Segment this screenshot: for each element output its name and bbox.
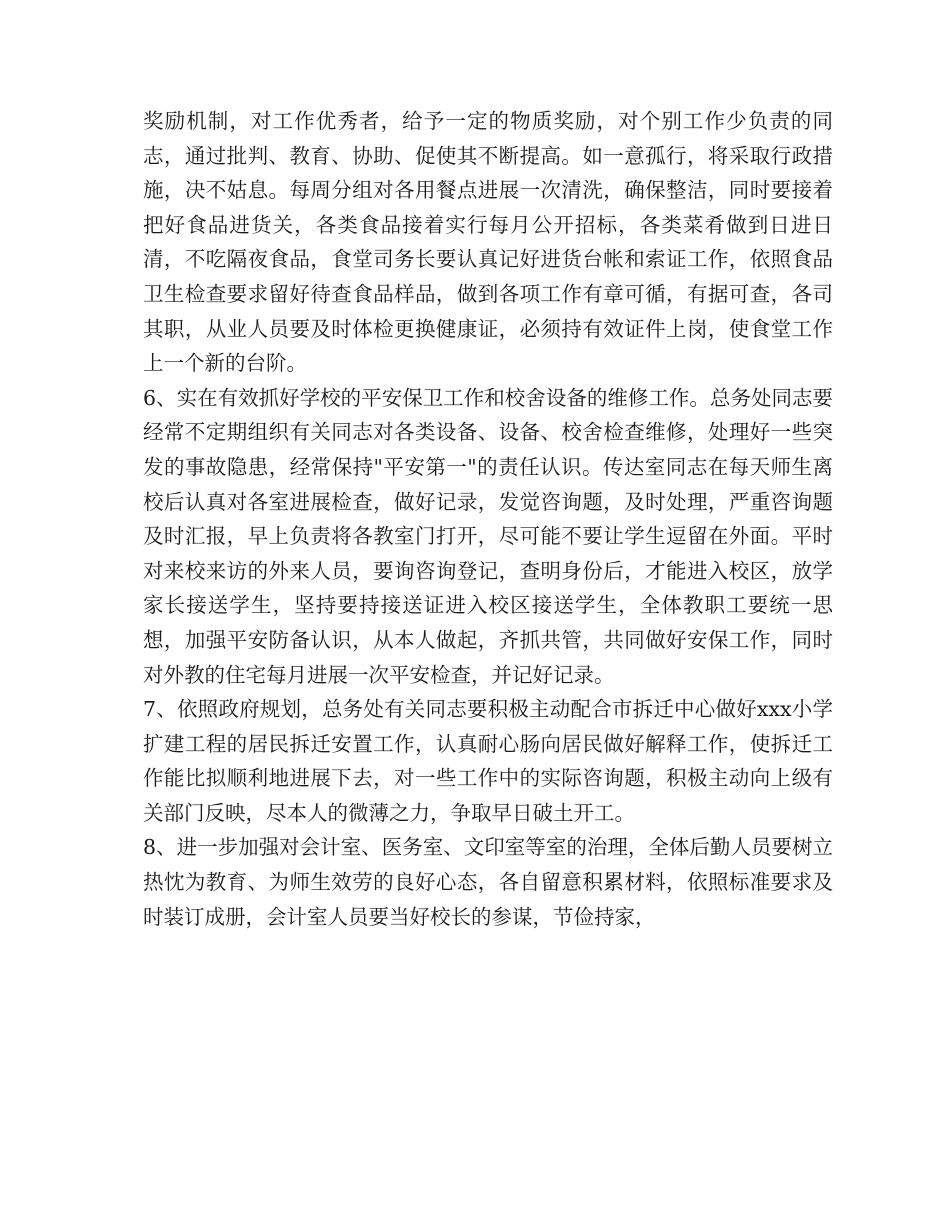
paragraph-item-6-safety: 6、实在有效抓好学校的平安保卫工作和校舍设备的维修工作。总务处同志要经常不定期组织有关同志对各类设备、设备、校舍检查维修，处理好一些突发的事故隐患，经常保持"平安第一"的责任认识。传达室同志在每天师生离校后认真对各室进展检查，做好记录，发觉咨询题，及时处理，严重咨询题及时汇报，早上负责将各教室门打开，尽可能不要让学生逗留在外面。平时对来校来访的外来人员，要询咨询登记，查明身份后，才能进入校区，放学家长接送学生，坚持要持接送证进入校区接送学生，全体教职工要统一思想，加强平安防备认识，从本人做起，齐抓共管，共同做好安保工作，同时对外教的住宅每月进展一次平安检查，并记好记录。 <box>143 385 833 687</box>
paragraph-item-7-relocation: 7、依照政府规划，总务处有关同志要积极主动配合市拆迁中心做好xxx小学扩建工程的居民拆迁安置工作，认真耐心肠向居民做好解释工作，使拆迁工作能比拟顺利地进展下去，对一些工作中的实际咨询题，积极主动向上级有关部门反映，尽本人的微薄之力，争取早日破土开工。 <box>143 697 833 825</box>
paragraph-reward-mechanism: 奖励机制，对工作优秀者，给予一定的物质奖励，对个别工作少负责的同志，通过批判、教育、协助、促使其不断提高。如一意孤行，将采取行政措施，决不姑息。每周分组对各用餐点进展一次清洗，确保整洁，同时要接着把好食品进货关，各类食品接着实行每月公开招标，各类菜肴做到日进日清，不吃隔夜食品，食堂司务长要认真记好进货台帐和索证工作，依照食品卫生检查要求留好待查食品样品，做到各项工作有章可循，有据可查，各司其职，从业人员要及时体检更换健康证，必须持有效证件上岗，使食堂工作上一个新的台阶。 <box>143 109 833 376</box>
document-body <box>143 104 833 934</box>
paragraph-item-8-management: 8、进一步加强对会计室、医务室、文印室等室的治理，全体后勤人员要树立热忱为教育、为师生效劳的良好心态，各自留意积累材料，依照标准要求及时装订成册，会计室人员要当好校长的参谋，节俭持家， <box>143 835 833 929</box>
